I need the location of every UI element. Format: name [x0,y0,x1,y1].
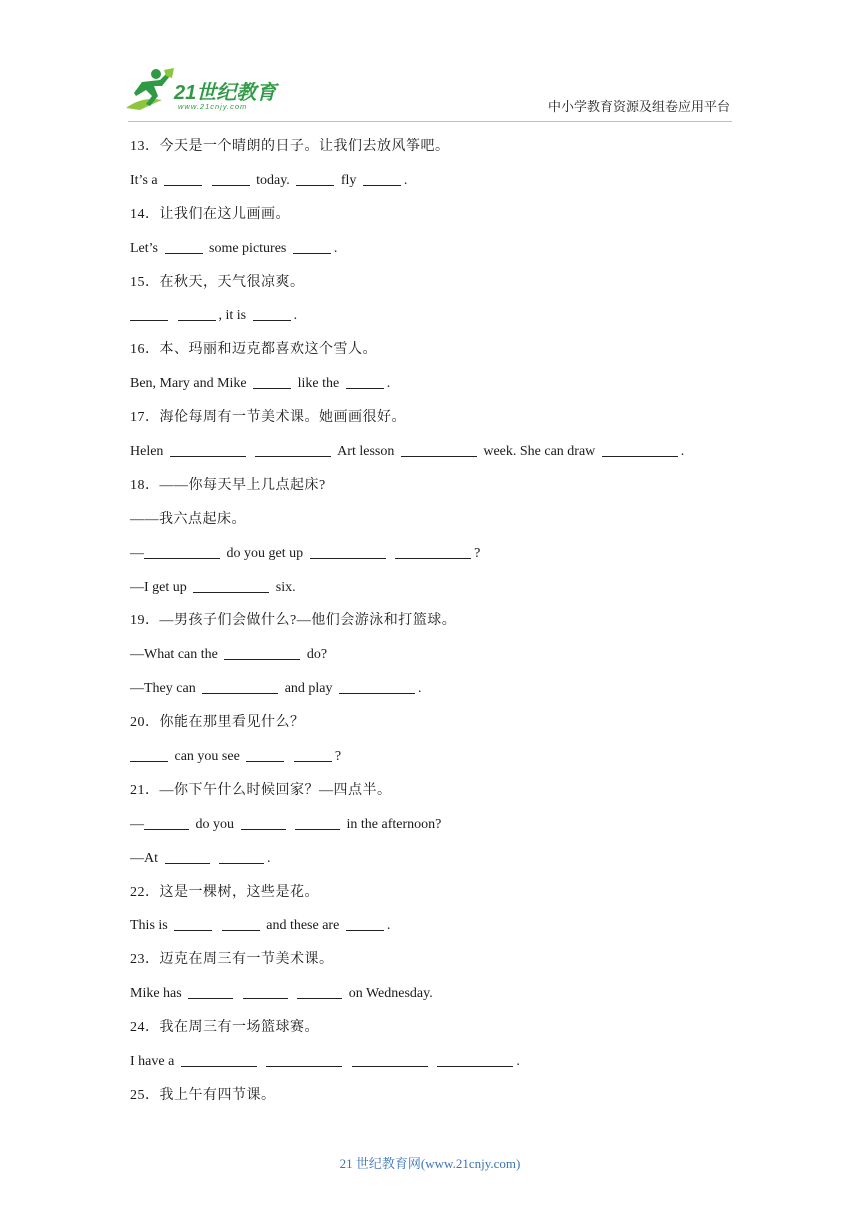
question-17-prompt: 17．海伦每周有一节美术课。她画画很好。 [130,410,406,426]
question-18-prompt: 18．——你每天早上几点起床? [130,477,326,493]
question-14-prompt: 14．让我们在这儿画画。 [130,206,290,222]
question-24-answer: I have a . [130,1054,520,1070]
page-header [0,0,860,122]
question-21-prompt: 21．—你下午什么时候回家？—四点半。 [130,782,392,798]
question-24-prompt: 24．我在周三有一场篮球赛。 [130,1020,319,1036]
question-19-prompt: 19．—男孩子们会做什么?—他们会游泳和打篮球。 [130,613,457,629]
question-16-answer: Ben, Mary and Mike like the . [130,376,391,392]
header-divider [128,121,732,122]
question-23-answer: Mike has on Wednesday. [130,986,433,1002]
question-22-answer: This is and these are . [130,918,391,934]
question-15-prompt: 15．在秋天，天气很凉爽。 [130,274,305,290]
page-footer: 21 世纪教育网(www.21cnjy.com) [339,1156,521,1171]
question-25-prompt: 25．我上午有四节课。 [130,1087,276,1103]
question-15-answer: , it is . [130,305,750,339]
question-18-answer-2: —I get up six. [130,579,296,595]
header-tagline: 中小学教育资源及组卷应用平台 [547,99,730,114]
logo-url: www.21cnjy.com [178,102,248,111]
question-23-prompt: 23．迈克在周三有一节美术课。 [130,952,334,968]
question-19-answer-2: —They can and play . [130,681,422,697]
question-13-prompt: 13．今天是一个晴朗的日子。让我们去放风筝吧。 [130,139,450,154]
question-21-answer-2: —At . [130,850,271,866]
logo [122,66,292,116]
question-20-answer: can you see ? [130,746,750,780]
worksheet-content [130,136,750,1119]
question-13-answer: It’s a today. fly . [130,172,408,188]
question-20-prompt: 20．你能在那里看见什么？ [130,715,305,731]
question-18-answer-1: — do you get up ? [130,545,481,561]
question-16-prompt: 16．本、玛丽和迈克都喜欢这个雪人。 [130,342,377,358]
question-18-prompt-2: ——我六点起床。 [130,511,246,527]
question-17-answer: Helen Art lesson week. She can draw . [130,444,685,460]
question-14-answer: Let’s some pictures . [130,240,338,256]
runner-logo-icon [122,66,178,116]
question-19-answer-1: —What can the do? [130,647,328,663]
logo-text: 21世纪教育 [174,82,277,104]
question-22-prompt: 22．这是一棵树，这些是花。 [130,884,319,900]
question-21-answer-1: — do you in the afternoon? [130,816,442,832]
